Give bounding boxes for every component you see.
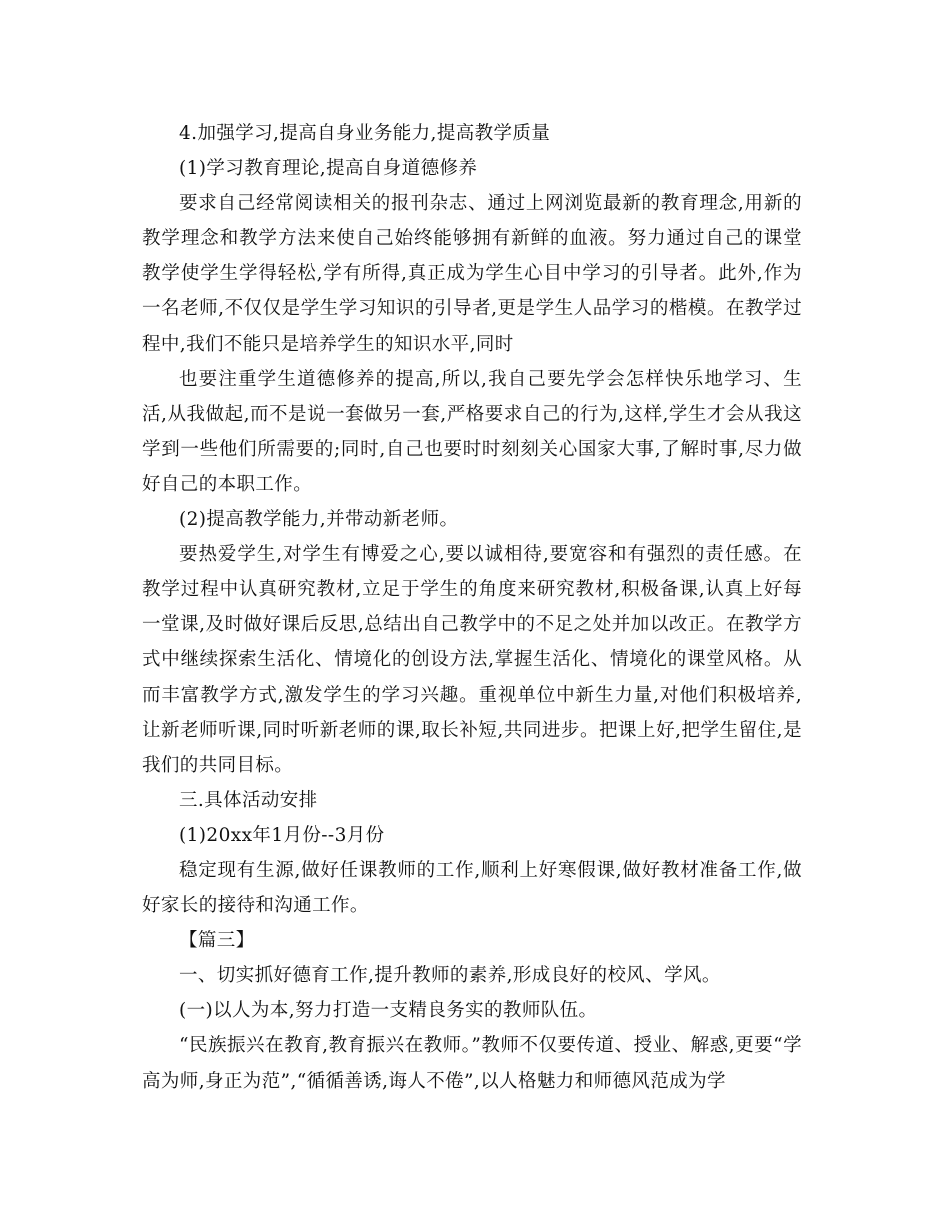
section-marker-part-three: 【篇三】 xyxy=(179,930,255,952)
paragraph-reading-study: 要求自己经常阅读相关的报刊杂志、通过上网浏览最新的教育理念,用新的教学理念和教学方法来使自己始终能够拥有新鲜的血液。努力通过自己的课堂教学使学生学得轻松,学有所得,真正成为学生心目中学习的引导者。此外,作为一名老师,不仅仅是学生学习知识的引导者,更是学生人品学习的楷模。在教学过程中,我们不能只是培养学生的知识水平,同时 xyxy=(142,193,802,355)
subheading-people-oriented: (一)以人为本,努力打造一支精良务实的教师队伍。 xyxy=(179,1000,598,1022)
document-body xyxy=(142,116,802,1099)
paragraph-national-revival: “民族振兴在教育,教育振兴在教师。”教师不仅要传道、授业、解惑,更要“学高为师,身正为范”,“循循善诱,诲人不倦”,以人格魅力和师德风范成为学 xyxy=(142,1035,802,1092)
heading-strengthen-learning: 4.加强学习,提高自身业务能力,提高教学质量 xyxy=(179,123,551,144)
paragraph-moral-cultivation: 也要注重学生道德修养的提高,所以,我自己要先学会怎样快乐地学习、生活,从我做起,而不是说一套做另一套,严格要求自己的行为,这样,学生才会从我这学到一些他们所需要的;同时,自己也要时时刻刻关心国家大事,了解时事,尽力做好自己的本职工作。 xyxy=(142,368,802,495)
heading-activity-schedule: 三.具体活动安排 xyxy=(179,789,318,811)
heading-moral-education: 一、切实抓好德育工作,提升教师的素养,形成良好的校风、学风。 xyxy=(179,965,721,987)
paragraph-love-students: 要热爱学生,对学生有博爱之心,要以诚相待,要宽容和有强烈的责任感。在教学过程中认真研究教材,立足于学生的角度来研究教材,积极备课,认真上好每一堂课,及时做好课后反思,总结出自己教学中的不足之处并加以改正。在教学方式中继续探索生活化、情境化的创设方法,掌握生活化、情境化的课堂风格。从而丰富教学方式,激发学生的学习兴趣。重视单位中新生力量,对他们积极培养,让新老师听课,同时听新老师的课,取长补短,共同进步。把课上好,把学生留住,是我们的共同目标。 xyxy=(142,544,802,776)
subheading-education-theory: (1)学习教育理论,提高自身道德修养 xyxy=(179,158,478,180)
subheading-jan-mar: (1)20xx年1月份--3月份 xyxy=(179,824,385,846)
subheading-teaching-ability: (2)提高教学能力,并带动新老师。 xyxy=(179,509,459,531)
paragraph-stabilize-enrollment: 稳定现有生源,做好任课教师的工作,顺利上好寒假课,做好教材准备工作,做好家长的接待和沟通工作。 xyxy=(142,859,802,917)
